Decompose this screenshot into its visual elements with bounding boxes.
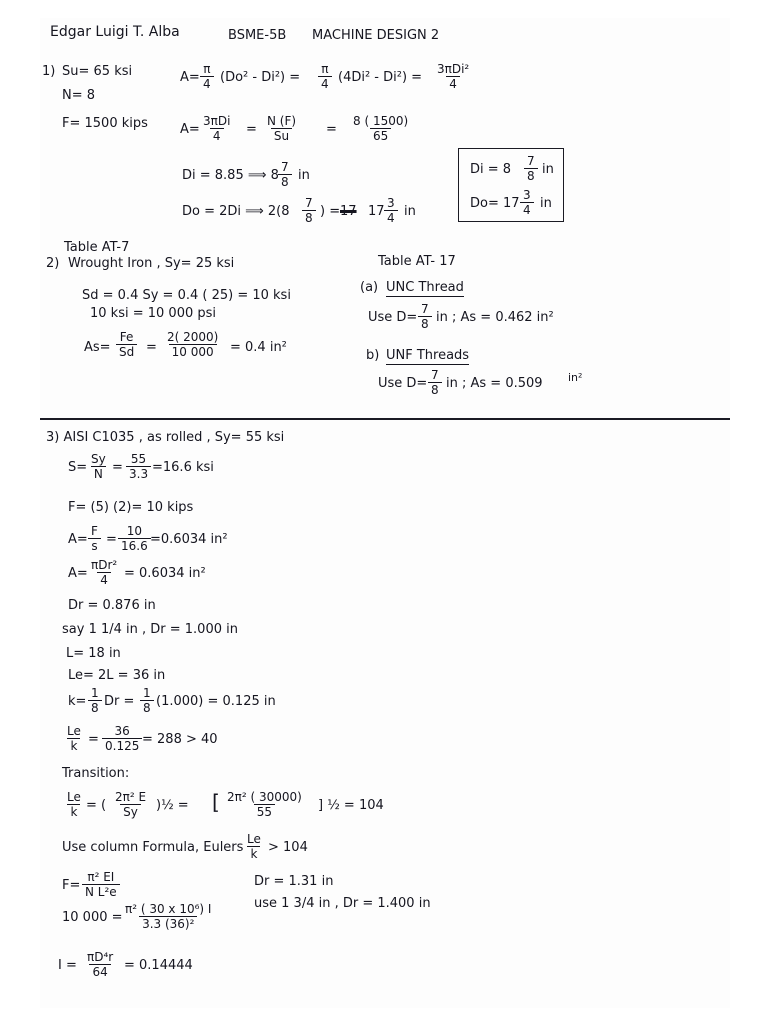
unc-thread-heading: UNC Thread xyxy=(386,280,464,295)
equals-sign: = xyxy=(246,122,257,137)
given-force: F= 1500 kips xyxy=(62,116,148,131)
effective-length: Le= 2L = 36 in xyxy=(68,668,166,683)
bracket-open: [ xyxy=(212,790,220,814)
euler-lhs: F= xyxy=(62,878,81,893)
pi-over-four-1: $\frac{\pi}{4}$ xyxy=(200,62,214,91)
design-stress: Sd = 0.4 Sy = 0.4 ( 25) = 10 ksi xyxy=(82,288,291,303)
unf-threads-heading: UNF Threads xyxy=(386,348,470,363)
struck-out-value: 17 xyxy=(340,204,357,219)
root-area-lhs: A= xyxy=(68,566,88,581)
seven-eighths: $\frac{7}{8}$ xyxy=(428,368,442,397)
outer-diameter-close: ) = xyxy=(320,204,341,219)
unit-in: in xyxy=(540,196,552,211)
area-formula-diff: (Do² - Di²) = xyxy=(220,70,301,85)
moment-of-inertia-lhs: I = xyxy=(58,958,77,973)
slenderness-ratio: $\frac{Le}{k}$ xyxy=(67,790,81,819)
area-equation-term: 3πDi 4 xyxy=(203,114,231,143)
area-formula-sub: (4Di² - Di²) = xyxy=(338,70,423,85)
stress-area-lhs: As= xyxy=(84,340,111,355)
unit-in: in xyxy=(404,204,416,219)
table-reference: Table AT-7 xyxy=(64,240,130,255)
use-column-condition: > 104 xyxy=(268,840,308,855)
seven-eighths: $\frac{7}{8}$ xyxy=(418,302,432,331)
equals-sign: = xyxy=(106,532,117,547)
area-result: =0.6034 in² xyxy=(150,532,228,547)
radius-of-gyration-mid: Dr = xyxy=(104,694,135,709)
slenderness-substitution: $\frac{36}{0.125}$ xyxy=(102,724,142,753)
unit-in: in xyxy=(542,162,554,177)
area-formula-result: 3πDi² 4 xyxy=(437,62,470,91)
unc-use-d: Use D= xyxy=(368,310,418,325)
course-title: MACHINE DESIGN 2 xyxy=(312,28,440,43)
area-substitution: $\frac{10}{16.6}$ xyxy=(118,524,151,553)
stress-area-substitution: $\frac{2( 2000)}{10 000}$ xyxy=(167,330,219,359)
selected-size: say 1 1/4 in , Dr = 1.000 in xyxy=(62,622,238,637)
three-fourths: $\frac{3}{4}$ xyxy=(520,188,534,217)
sy-over-n: $\frac{Sy}{N}$ xyxy=(91,452,106,481)
fe-over-sd: $\frac{Fe}{Sd}$ xyxy=(116,330,137,359)
transition-result: ] ½ = 104 xyxy=(318,798,384,813)
allowable-stress-result: =16.6 ksi xyxy=(152,460,214,475)
euler-formula: $\frac{\text{π² EI}}{\text{N L²e}}$ xyxy=(82,870,120,899)
euler-substitution-lhs: 10 000 = xyxy=(62,910,123,925)
student-program: BSME-5B xyxy=(228,28,287,43)
problem-3-header: 3) AISI C1035 , as rolled , Sy= 55 ksi xyxy=(46,430,285,445)
seven-eighths: $\frac{7}{8}$ xyxy=(524,154,538,183)
given-ultimate-strength: Su= 65 ksi xyxy=(62,64,133,79)
unf-result: in ; As = 0.509 xyxy=(446,376,543,391)
table-reference-right: Table AT- 17 xyxy=(378,254,456,269)
computed-root-diameter: Dr = 1.31 in xyxy=(254,874,334,889)
length: L= 18 in xyxy=(66,646,121,661)
use-column-formula: Use column Formula, Eulers xyxy=(62,840,244,855)
transition-label: Transition: xyxy=(62,766,130,781)
boxed-inner-diameter: Di = 8 xyxy=(470,162,512,177)
area-formula-lhs: A= xyxy=(180,70,200,85)
seven-eighths: $\frac{7}{8}$ xyxy=(278,160,292,189)
one-eighth: $\frac{1}{8}$ xyxy=(140,686,154,715)
moment-of-inertia-result: = 0.14444 xyxy=(124,958,193,973)
euler-substitution: $\frac{\text{π² ( 30 x 10⁶) I}}{\text{3.3 (36)²}}$ xyxy=(125,902,212,931)
allowable-stress-substitution: $\frac{55}{3.3}$ xyxy=(126,452,151,481)
problem-2-number: 2) xyxy=(46,256,60,271)
equals-sign: = xyxy=(146,340,157,355)
part-a-label: (a) xyxy=(360,280,379,295)
equals-sign: = xyxy=(88,732,99,747)
problem-1-number: 1) xyxy=(42,64,56,79)
radius-of-gyration-result: (1.000) = 0.125 in xyxy=(156,694,276,709)
outer-diameter-whole: 17 xyxy=(368,204,385,219)
stress-area-result: = 0.4 in² xyxy=(230,340,287,355)
area-equation-lhs: A= xyxy=(180,122,200,137)
transition-fraction: $\frac{\text{2π² E}}{Sy}$ xyxy=(115,790,147,819)
radius-of-gyration-lhs: k= xyxy=(68,694,87,709)
allowable-stress-lhs: S= xyxy=(68,460,88,475)
slenderness-ratio: $\frac{Le}{k}$ xyxy=(247,832,261,861)
transition-open: = ( xyxy=(86,798,107,813)
slenderness-result: = 288 > 40 xyxy=(142,732,218,747)
transition-half-power: )½ = xyxy=(156,798,189,813)
nf-over-su: $\frac{N (F)}{Su}$ xyxy=(267,114,297,143)
equals-sign: = xyxy=(326,122,337,137)
boxed-outer-diameter: Do= 17 xyxy=(470,196,520,211)
final-selection: use 1 3/4 in , Dr = 1.400 in xyxy=(254,896,431,911)
unc-result: in ; As = 0.462 in² xyxy=(436,310,554,325)
inner-diameter-result: Di = 8.85 ⟹ 8 xyxy=(182,168,279,183)
unit-in: in xyxy=(298,168,310,183)
student-name: Edgar Luigi T. Alba xyxy=(50,24,180,40)
one-eighth: $\frac{1}{8}$ xyxy=(88,686,102,715)
equals-sign: = xyxy=(112,460,123,475)
moment-of-inertia-formula: $\frac{\text{πD⁴r}}{64}$ xyxy=(87,950,114,979)
unf-use-d: Use D= xyxy=(378,376,428,391)
unf-unit: in² xyxy=(568,371,583,384)
seven-eighths: $\frac{7}{8}$ xyxy=(302,196,316,225)
three-fourths: $\frac{3}{4}$ xyxy=(384,196,398,225)
outer-diameter-calc: Do = 2Di ⟹ 2(8 xyxy=(182,204,290,219)
section-divider xyxy=(40,418,730,420)
stress-conversion: 10 ksi = 10 000 psi xyxy=(90,306,217,321)
slenderness-ratio: $\frac{Le}{k}$ xyxy=(67,724,81,753)
pi-over-four-2: $\frac{\pi}{4}$ xyxy=(318,62,332,91)
transition-substitution: $\frac{\text{2π² ( 30000)}}{55}$ xyxy=(227,790,302,819)
root-area-result: = 0.6034 in² xyxy=(124,566,206,581)
part-b-label: b) xyxy=(366,348,380,363)
worksheet-page xyxy=(40,18,730,1008)
load-calc: F= (5) (2)= 10 kips xyxy=(68,500,194,515)
given-safety-factor: N= 8 xyxy=(62,88,96,103)
numeric-substitution: $\frac{8 ( 1500)}{65}$ xyxy=(353,114,409,143)
f-over-s: $\frac{F}{s}$ xyxy=(88,524,101,553)
area-lhs: A= xyxy=(68,532,88,547)
material-spec: Wrought Iron , Sy= 25 ksi xyxy=(68,256,235,271)
root-diameter: Dr = 0.876 in xyxy=(68,598,156,613)
root-area-formula: πDr² 4 xyxy=(91,558,118,587)
